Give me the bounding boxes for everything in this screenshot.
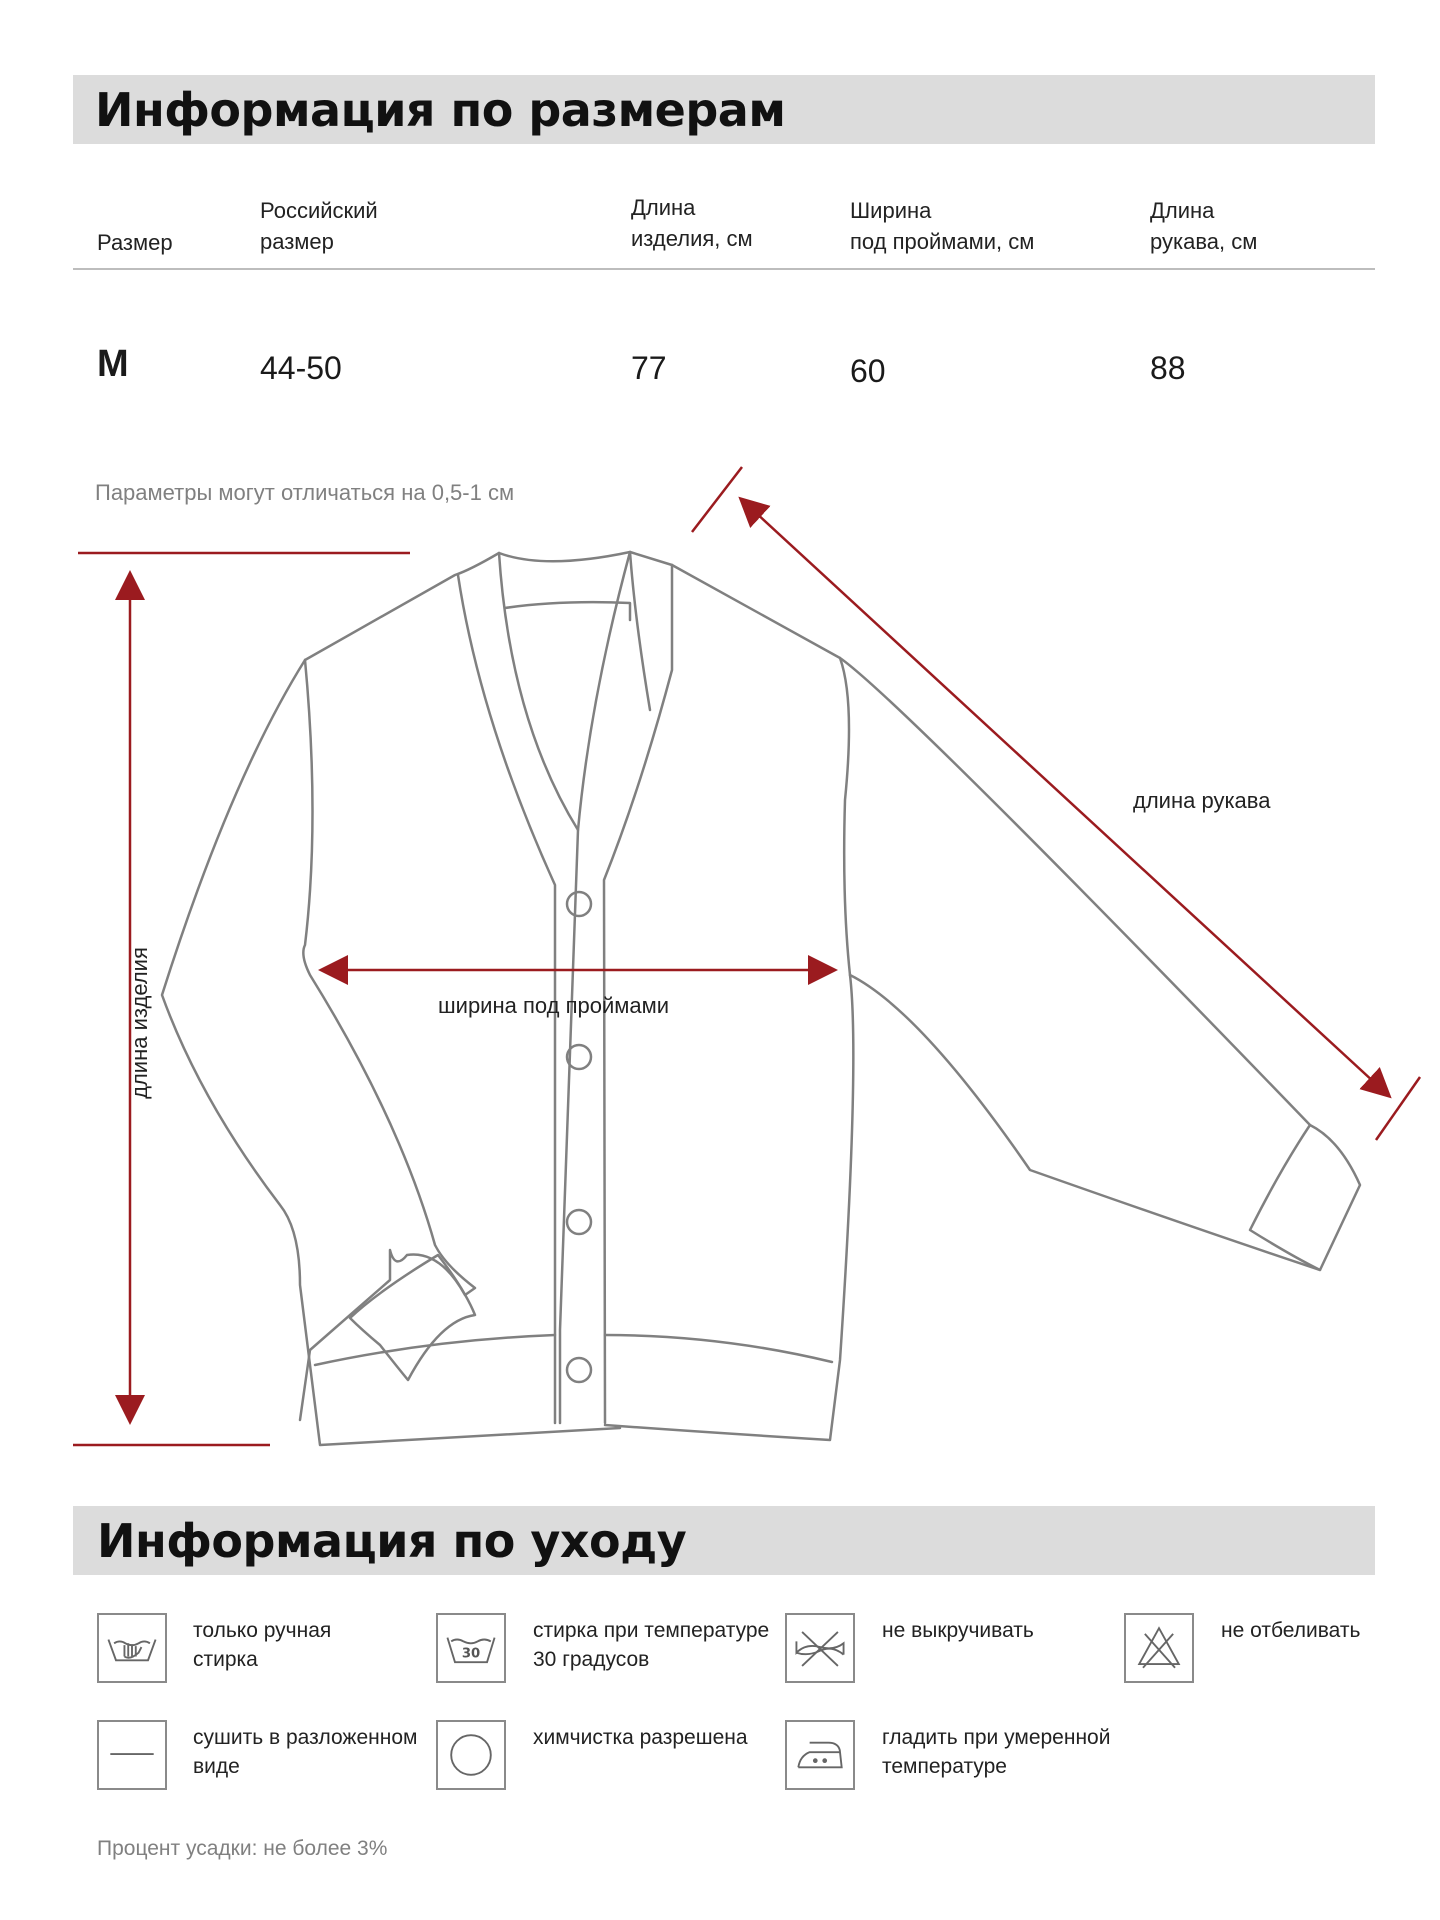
wash-30-icon	[436, 1613, 506, 1683]
sleeve-value: 88	[1150, 350, 1186, 386]
sleeve-label: длина рукава	[1133, 788, 1271, 813]
length-value: 77	[631, 350, 667, 386]
do-not-bleach-icon	[1124, 1613, 1194, 1683]
do-not-wring-icon	[785, 1613, 855, 1683]
cardigan-outline	[162, 552, 1360, 1445]
care-section-title: Информация по уходу	[97, 1514, 687, 1568]
column-header-width: Ширина под проймами, см	[850, 198, 1035, 254]
width-label: ширина под проймами	[438, 993, 670, 1018]
column-header-size: Размер	[97, 230, 173, 255]
wash-temperature-text: 30	[461, 1646, 481, 1662]
column-header-length: Длина изделия, см	[631, 195, 753, 251]
care-text-do-not-bleach: не отбеливать	[1221, 1619, 1361, 1642]
dry-flat-icon	[97, 1720, 167, 1790]
iron-medium-icon	[785, 1720, 855, 1790]
table-divider	[73, 268, 1375, 270]
care-section-header	[73, 1506, 1375, 1575]
russian-size-value: 44-50	[260, 350, 342, 386]
shrinkage-note: Процент усадки: не более 3%	[97, 1837, 388, 1860]
length-label: длина изделия	[127, 947, 152, 1099]
column-header-russian-size: Российский размер	[260, 198, 378, 254]
care-text-hand-wash: только ручная стирка	[193, 1619, 332, 1671]
size-value: M	[97, 343, 129, 385]
dry-clean-icon	[436, 1720, 506, 1790]
size-note: Параметры могут отличаться на 0,5-1 см	[95, 480, 515, 505]
cardigan-diagram	[0, 460, 1440, 1450]
care-text-dry-flat: сушить в разложенном виде	[193, 1726, 418, 1778]
hand-wash-icon	[97, 1613, 167, 1683]
size-section-title: Информация по размерам	[95, 83, 786, 137]
care-text-do-not-wring: не выкручивать	[882, 1619, 1034, 1642]
care-text-wash-30: стирка при температуре 30 градусов	[533, 1619, 770, 1671]
size-section-header	[73, 75, 1375, 144]
care-text-dry-clean: химчистка разрешена	[533, 1726, 748, 1749]
measurement-lines	[73, 467, 1420, 1445]
column-header-sleeve: Длина рукава, см	[1150, 198, 1258, 254]
care-text-iron-medium: гладить при умеренной температуре	[882, 1726, 1111, 1778]
width-value: 60	[850, 353, 886, 389]
